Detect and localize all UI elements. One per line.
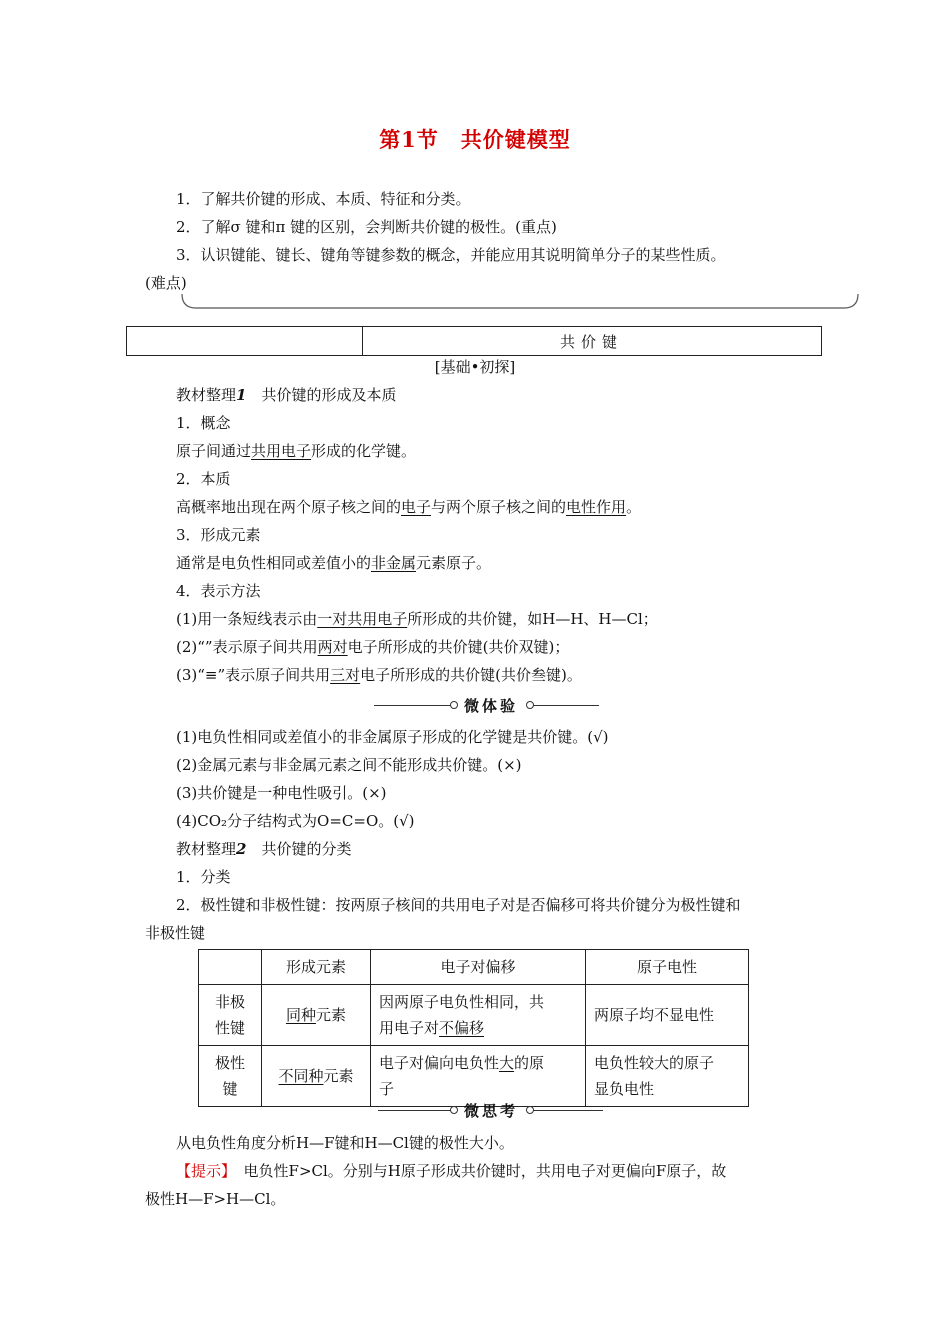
answer-blank: 两对 — [317, 638, 348, 656]
micro-exp-line-left — [374, 705, 454, 706]
page-title: 第1节 共价键模型 — [379, 127, 571, 152]
text: 高概率地出现在两个原子核之间的 — [176, 498, 402, 516]
micro-exp-label: 微体验 — [464, 697, 519, 715]
section2-number: 2 — [236, 840, 247, 858]
text: 元素 — [323, 1067, 354, 1085]
table-row — [199, 1046, 749, 1107]
micro-think-label: 微思考 — [464, 1102, 519, 1120]
text: (1)用一条短线表示由 — [176, 610, 318, 628]
text: 所形成的共价键，如H—H、H—Cl； — [407, 610, 658, 628]
text: 电子对偏向电负性 — [379, 1054, 500, 1072]
micro-exp-line-right — [533, 705, 599, 706]
text: 电负性F>Cl。分别与H原子形成共价键时，共用电子对更偏向F原子，故 — [243, 1162, 727, 1180]
section-header-box — [126, 326, 822, 356]
text: 的原 — [514, 1054, 545, 1072]
essence-text — [176, 497, 641, 517]
elements-heading: 3．形成元素 — [176, 526, 261, 544]
text: 元素 — [316, 1006, 347, 1024]
section1-title: 共价键的形成及本质 — [261, 386, 397, 404]
text: 电负性较大的原子 — [594, 1054, 715, 1072]
text: 通常是电负性相同或差值小的 — [176, 554, 372, 572]
answer-blank: 同种 — [285, 1006, 316, 1024]
concept-text — [176, 441, 416, 461]
answer-blank: 不同种 — [278, 1067, 324, 1085]
subhead: [基础•初探] — [434, 358, 516, 376]
text: 形成的化学键。 — [311, 442, 417, 460]
text: 与两个原子核之间的 — [431, 498, 567, 516]
elements-text — [176, 553, 491, 573]
table-cell — [262, 985, 371, 1046]
answer-blank: 电子 — [401, 498, 432, 516]
representation-item-1 — [176, 609, 658, 629]
table-row — [199, 985, 749, 1046]
polarity-text-line2: 非极性键 — [145, 924, 206, 942]
text: 元素原子。 — [416, 554, 492, 572]
section-header-text: 共价键 — [559, 333, 623, 351]
micro-exp-item-1: (1)电负性相同或差值小的非金属原子形成的化学键是共价键。(√) — [176, 728, 609, 746]
table-cell — [199, 985, 262, 1046]
text: 因两原子电负性相同，共 — [379, 993, 545, 1011]
hint-label: 【提示】 — [176, 1162, 229, 1180]
answer-blank: 非金属 — [371, 554, 417, 572]
section1-heading — [176, 385, 396, 405]
micro-exp-item-4: (4)CO₂分子结构式为O=C=O。(√) — [176, 812, 415, 830]
micro-think-line-left — [378, 1110, 454, 1111]
table-cell — [199, 1046, 262, 1107]
micro-think-question: 从电负性角度分析H—F键和H—Cl键的极性大小。 — [176, 1134, 514, 1152]
classification-heading: 1．分类 — [176, 868, 231, 886]
text: (3)“≡”表示原子间共用 — [176, 666, 331, 684]
section1-number: 1 — [236, 386, 247, 404]
text: 电子所形成的共价键(共价叁键)。 — [360, 666, 582, 684]
table-header-cell: 形成元素 — [262, 950, 371, 985]
section2-heading — [176, 839, 351, 859]
text: 非极 — [214, 993, 245, 1011]
table-header-cell: 原子电性 — [586, 950, 749, 985]
micro-think-answer-line2: 极性H—F>H—Cl。 — [145, 1190, 286, 1208]
representation-item-2 — [176, 637, 569, 657]
bond-classification-table — [198, 949, 749, 1107]
table-cell — [371, 1046, 586, 1107]
objectives-brace — [180, 294, 860, 310]
answer-blank: 一对共用电子 — [317, 610, 408, 628]
representation-item-3 — [176, 665, 582, 685]
section1-label: 教材整理 — [176, 386, 237, 404]
polarity-text-line1: 2．极性键和非极性键：按两原子核间的共用电子对是否偏移可将共价键分为极性键和 — [176, 896, 741, 914]
micro-exp-dot-left — [450, 701, 458, 709]
answer-blank: 大 — [499, 1054, 515, 1072]
table-header-cell — [199, 950, 262, 985]
representation-heading: 4．表示方法 — [176, 582, 261, 600]
table-cell — [262, 1046, 371, 1107]
answer-blank: 三对 — [330, 666, 361, 684]
objective-3-tail: (难点) — [145, 274, 187, 292]
section2-label: 教材整理 — [176, 840, 237, 858]
text: 用电子对 — [379, 1019, 440, 1037]
table-header-cell: 电子对偏移 — [371, 950, 586, 985]
essence-heading: 2．本质 — [176, 470, 231, 488]
text: 电子所形成的共价键(共价双键)； — [347, 638, 570, 656]
text: 极性 — [214, 1054, 245, 1072]
table-cell: 两原子均不显电性 — [586, 985, 749, 1046]
objective-2: 2．了解σ 键和π 键的区别，会判断共价键的极性。(重点) — [176, 218, 557, 236]
table-header-row — [199, 950, 749, 985]
section2-title: 共价键的分类 — [261, 840, 352, 858]
text: 键 — [222, 1080, 238, 1098]
text: 显负电性 — [594, 1080, 655, 1098]
objective-1: 1．了解共价键的形成、本质、特征和分类。 — [176, 190, 471, 208]
objective-3: 3．认识键能、键长、键角等键参数的概念，并能应用其说明简单分子的某些性质。 — [176, 246, 726, 264]
micro-think-answer-line1 — [176, 1161, 726, 1181]
micro-think-dot-left — [450, 1106, 458, 1114]
answer-blank: 电性作用 — [566, 498, 627, 516]
text: 性键 — [214, 1019, 245, 1037]
text: (2)“”表示原子间共用 — [176, 638, 318, 656]
concept-heading: 1．概念 — [176, 414, 231, 432]
table-cell — [586, 1046, 749, 1107]
text: 原子间通过 — [176, 442, 252, 460]
text: 。 — [626, 498, 642, 516]
answer-blank: 共用电子 — [251, 442, 312, 460]
table-cell — [371, 985, 586, 1046]
micro-think-line-right — [533, 1110, 603, 1111]
micro-exp-item-2: (2)金属元素与非金属元素之间不能形成共价键。(×) — [176, 756, 522, 774]
micro-exp-item-3: (3)共价键是一种电性吸引。(×) — [176, 784, 387, 802]
text: 子 — [379, 1080, 395, 1098]
answer-blank: 不偏移 — [439, 1019, 485, 1037]
